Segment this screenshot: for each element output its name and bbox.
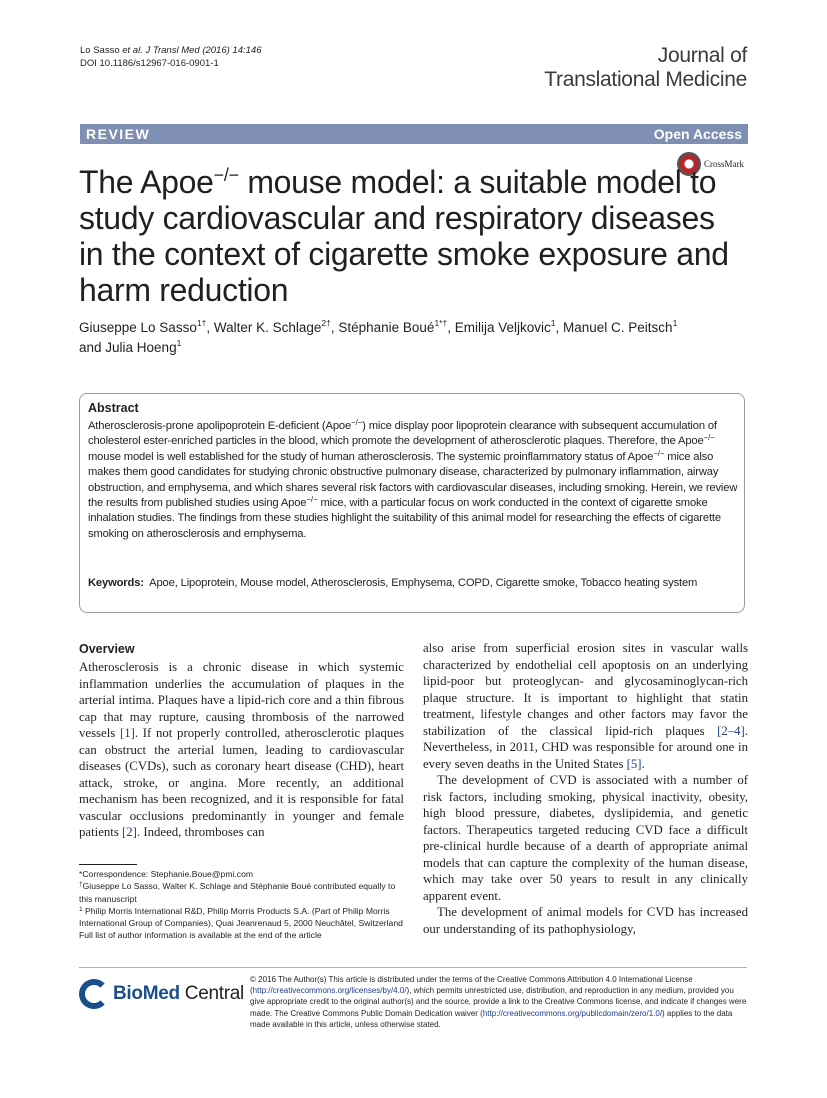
citation-year: (2016) 14:146 <box>199 45 262 56</box>
paragraph: The development of animal models for CVD has increased our understanding of its pathophysiology, <box>423 905 748 936</box>
journal-name <box>544 44 747 92</box>
author[interactable]: Julia Hoeng$^1$ <box>105 338 182 355</box>
doi: DOI 10.1186/s12967-016-0901-1 <box>80 58 219 69</box>
journal-name-line1: Journal of <box>657 44 747 67</box>
citation-header <box>80 44 261 70</box>
affiliation: $^1$ Philip Morris International R&D, Philip Morris Products S.A. (Part of Philip Morris International Group of Companies), Quai Jeanrenaud 5, 2000 Neuchâtel, Switzerland <box>79 905 403 929</box>
reference-link[interactable]: [5] <box>626 756 642 771</box>
keywords-label: Keywords: <box>88 577 144 589</box>
license-text: © 2016 The Author(s) This article is distributed under the terms of the Creative Commons Attribution 4.0 International License (http://creativecommons.org/licenses/by/4.0/), which permits unrestricted use, distribution, and reproduction in any medium, provided you give appropriate credit to the original author(s) and the source, provide a link to the Creative Commons license, and indicate if changes were made. The Creative Commons Public Domain Dedication waiver (http://creativecommons.org/publicdomain/zero/1.0/) applies to the data made available in this article, unless otherwise stated. <box>250 975 747 1029</box>
article-type: REVIEW <box>86 126 151 142</box>
crossmark-label: CrossMark <box>704 159 744 169</box>
body-column-right <box>423 640 748 937</box>
title-part1: The Apoe <box>79 164 214 200</box>
body-column-left: Atherosclerosis is a chronic disease in which systemic inflammation underlies the accumulation of plaques in the arterial intima. Plaques have a lipid-rich core and a thin fibrous cap that may rupture, causing thrombosis of the narrowed vessels [1]. If not properly controlled, atherosclerotic plaques can obstruct the arterial lumen, leading to cardiovascular diseases (CVDs), such as coronary heart disease (CHD), heart attack, stroke, or angina. More recently, an additional mechanism has been recognized, and it is responsible for fatal vascular occlusions predominantly in younger and female patients [2]. Indeed, thromboses can <box>79 660 404 839</box>
equal-contribution: †Giuseppe Lo Sasso, Walter K. Schlage and Stéphanie Boué contributed equally to this manuscript <box>79 881 396 904</box>
title-superscript: −/− <box>213 165 239 185</box>
reference-link[interactable]: [2] <box>122 825 137 839</box>
title-part2: mouse model: a suitable model to study cardiovascular and respiratory diseases in the context of cigarette smoke exposure and harm reduction <box>79 164 729 308</box>
footnotes <box>79 868 409 942</box>
keywords <box>88 576 740 591</box>
correspondence: *Correspondence: Stephanie.Boue@pmi.com <box>79 869 254 879</box>
citation-authors: Lo Sasso <box>80 45 123 56</box>
author[interactable]: Stéphanie Boué$^{1*\dagger}$ <box>338 318 448 335</box>
public-domain-link[interactable]: http://creativecommons.org/publicdomain/zero/1.0/ <box>482 1008 663 1018</box>
author[interactable]: Emilija Veljkovic$^1$ <box>454 318 556 335</box>
article-type-banner <box>80 124 748 144</box>
footer-divider <box>79 967 747 968</box>
paragraph: The development of CVD is associated with a number of risk factors, including smoking, physical inactivity, obesity, high blood pressure, diabetes, dyslipidemia, and genetic factors. Therapeutics targeted reducing CVD face a difficult pre-clinical hurdle because of a dearth of appropriate animal models that can capture the complexity of the human disease, which may take over 50 years to result in any clinically apparent event. <box>423 773 748 903</box>
keywords-list: Apoe, Lipoprotein, Mouse model, Atherosclerosis, Emphysema, COPD, Cigarette smoke, Tobacco heating system <box>149 577 698 589</box>
author[interactable]: Manuel C. Peitsch$^1$ <box>563 318 678 335</box>
author[interactable]: Walter K. Schlage$^{2\dagger}$ <box>213 318 331 335</box>
reference-link[interactable]: [2–4] <box>717 723 745 738</box>
footnote-divider <box>79 864 137 865</box>
open-access-badge[interactable]: Open Access <box>653 126 742 142</box>
journal-name-line2: Translational Medicine <box>544 68 747 91</box>
author-list: Giuseppe Lo Sasso$^{1\dagger}$, Walter K. Schlage$^{2\dagger}$, Stéphanie Boué$^{1*\dagger}$, Emilija Veljkovic$^1$, Manuel C. Peitsch$^1$ and Julia Hoeng$^1$ <box>79 318 678 355</box>
license-link[interactable]: http://creativecommons.org/licenses/by/4.0/ <box>252 986 407 996</box>
citation-journal: et al. J Transl Med <box>122 45 200 56</box>
abstract-heading: Abstract <box>88 401 139 415</box>
abstract-text: Atherosclerosis-prone apolipoprotein E-deficient (Apoe−/−) mice display poor lipoprotein clearance with subsequent accumulation of cholesterol ester-enriched particles in the blood, which promote the development of atherosclerotic plaques. Therefore, the Apoe−/− mouse model is well established for the study of human atherosclerosis. The systemic proinflammatory status of Apoe−/− mice also makes them good candidates for studying chronic obstructive pulmonary disease, characterized by pulmonary inflammation, airway obstruction, and emphysema, and which shares several risk factors with cardiovascular diseases, including smoking. Herein, we review the results from published studies using Apoe−/− mice, with a particular focus on work conducted in the context of cigarette smoke inhalation studies. The findings from these studies highlight the suitability of this animal model for researching the effects of cigarette smoking on atherosclerosis and emphysema. <box>88 418 738 540</box>
biomed-central-logo[interactable]: BioMed Central <box>79 979 244 1009</box>
article-title <box>79 164 739 308</box>
author-info-note: Full list of author information is available at the end of the article <box>79 930 322 941</box>
reference-link[interactable]: [1] <box>119 726 135 740</box>
section-heading-overview: Overview <box>79 642 135 656</box>
biomed-central-icon <box>79 979 109 1009</box>
author[interactable]: Giuseppe Lo Sasso$^{1\dagger}$ <box>79 318 207 335</box>
paragraph: also arise from superficial erosion sites in vascular walls characterized by endothelial cell apoptosis on an underlying lipid-poor but proteoglycan- and glycosaminoglycan-rich plaque structure. It is important to highlight that statin treatment, lifestyle changes and other factors may favor the stabilization of the classical lipid-rich plaques [2–4]. Nevertheless, in 2011, CHD was responsible for around one in every seven deaths in the United States [5]. <box>423 641 748 771</box>
